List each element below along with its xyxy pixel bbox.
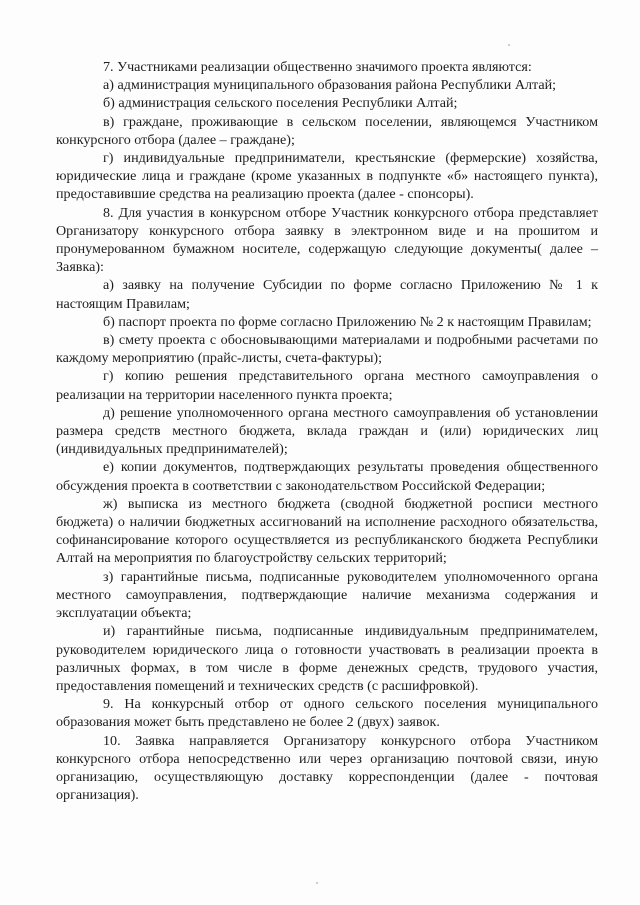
clause-8-item-a: а) заявку на получение Субсидии по форме согласно Приложению № 1 к настоящим Правилам; bbox=[56, 277, 598, 312]
clause-10: 10. Заявка направляется Организатору конкурсного отбора Участником конкурсного отбора непосредственно или через организацию почтовой связи, иную организацию, осуществляющую доставку корреспонденции (далее - почтовая организация). bbox=[56, 732, 598, 804]
clause-7-heading: 7. Участниками реализации общественно значимого проекта являются: bbox=[103, 59, 532, 75]
clause-7-item-a: а) администрация муниципального образования района Республики Алтай; bbox=[103, 77, 557, 94]
clause-8-item-zh: ж) выписка из местного бюджета (сводной бюджетной росписи местного бюджета) о наличии бюджетных ассигнований на исполнение расходного обязательства, софинансирование которого осуществляется из республиканского бюджета Республики Алтай на мероприятия по благоустройству сельских территорий; bbox=[56, 495, 598, 567]
clause-8-item-v: в) смету проекта с обосновывающими материалами и подробными расчетами по каждому мероприятию (прайс-листы, счета-фактуры); bbox=[56, 332, 598, 367]
clause-8-item-g: г) копию решения представительного органа местного самоуправления о реализации на территории населенного пункта проекта; bbox=[56, 368, 598, 403]
clause-8-item-z: з) гарантийные письма, подписанные руководителем уполномоченного органа местного самоуправления, подтверждающие наличие механизма содержания и эксплуатации объекта; bbox=[56, 568, 598, 622]
document-body bbox=[56, 58, 598, 804]
clause-8-item-b: б) паспорт проекта по форме согласно Приложению № 2 к настоящим Правилам; bbox=[103, 313, 592, 330]
clause-7-item-v: в) граждане, проживающие в сельском поселении, являющемся Участником конкурсного отбора (далее – граждане); bbox=[56, 113, 598, 148]
scan-speck bbox=[508, 44, 510, 46]
scan-speck bbox=[316, 882, 318, 884]
clause-7-item-g: г) индивидуальные предприниматели, крестьянские (фермерские) хозяйства, юридические лица и граждане (кроме указанных в подпункте «б» настоящего пункта), предоставившие средства на реализацию проекта (далее - спонсоры). bbox=[56, 150, 598, 203]
clause-8-item-d: д) решение уполномоченного органа местного самоуправления об установлении размера средств местного бюджета, вклада граждан и (или) юридических лиц (индивидуальных предпринимателей); bbox=[56, 404, 598, 458]
clause-8-item-i: и) гарантийные письма, подписанные индивидуальным предпринимателем, руководителем юридического лица о готовности участвовать в реализации проекта в различных формах, в том числе в форме денежных средств, трудового участия, предоставления помещений и технических средств (с расшифровкой). bbox=[56, 623, 598, 694]
clause-9: 9. На конкурсный отбор от одного сельского поселения муниципального образования может быть представлено не более 2 (двух) заявок. bbox=[56, 696, 598, 731]
clause-7-item-b: б) администрация сельского поселения Республики Алтай; bbox=[103, 95, 458, 112]
clause-8-item-e: е) копии документов, подтверждающих результаты проведения общественного обсуждения проекта в соответствии с законодательством Российской Федерации; bbox=[56, 459, 598, 494]
clause-8-heading: 8. Для участия в конкурсном отборе Участник конкурсного отбора представляет Организатору конкурсного отбора заявку в электронном виде и на прошитом и пронумерованном бумажном носителе, содержащую следующие документы( далее – Заявка): bbox=[56, 204, 598, 276]
